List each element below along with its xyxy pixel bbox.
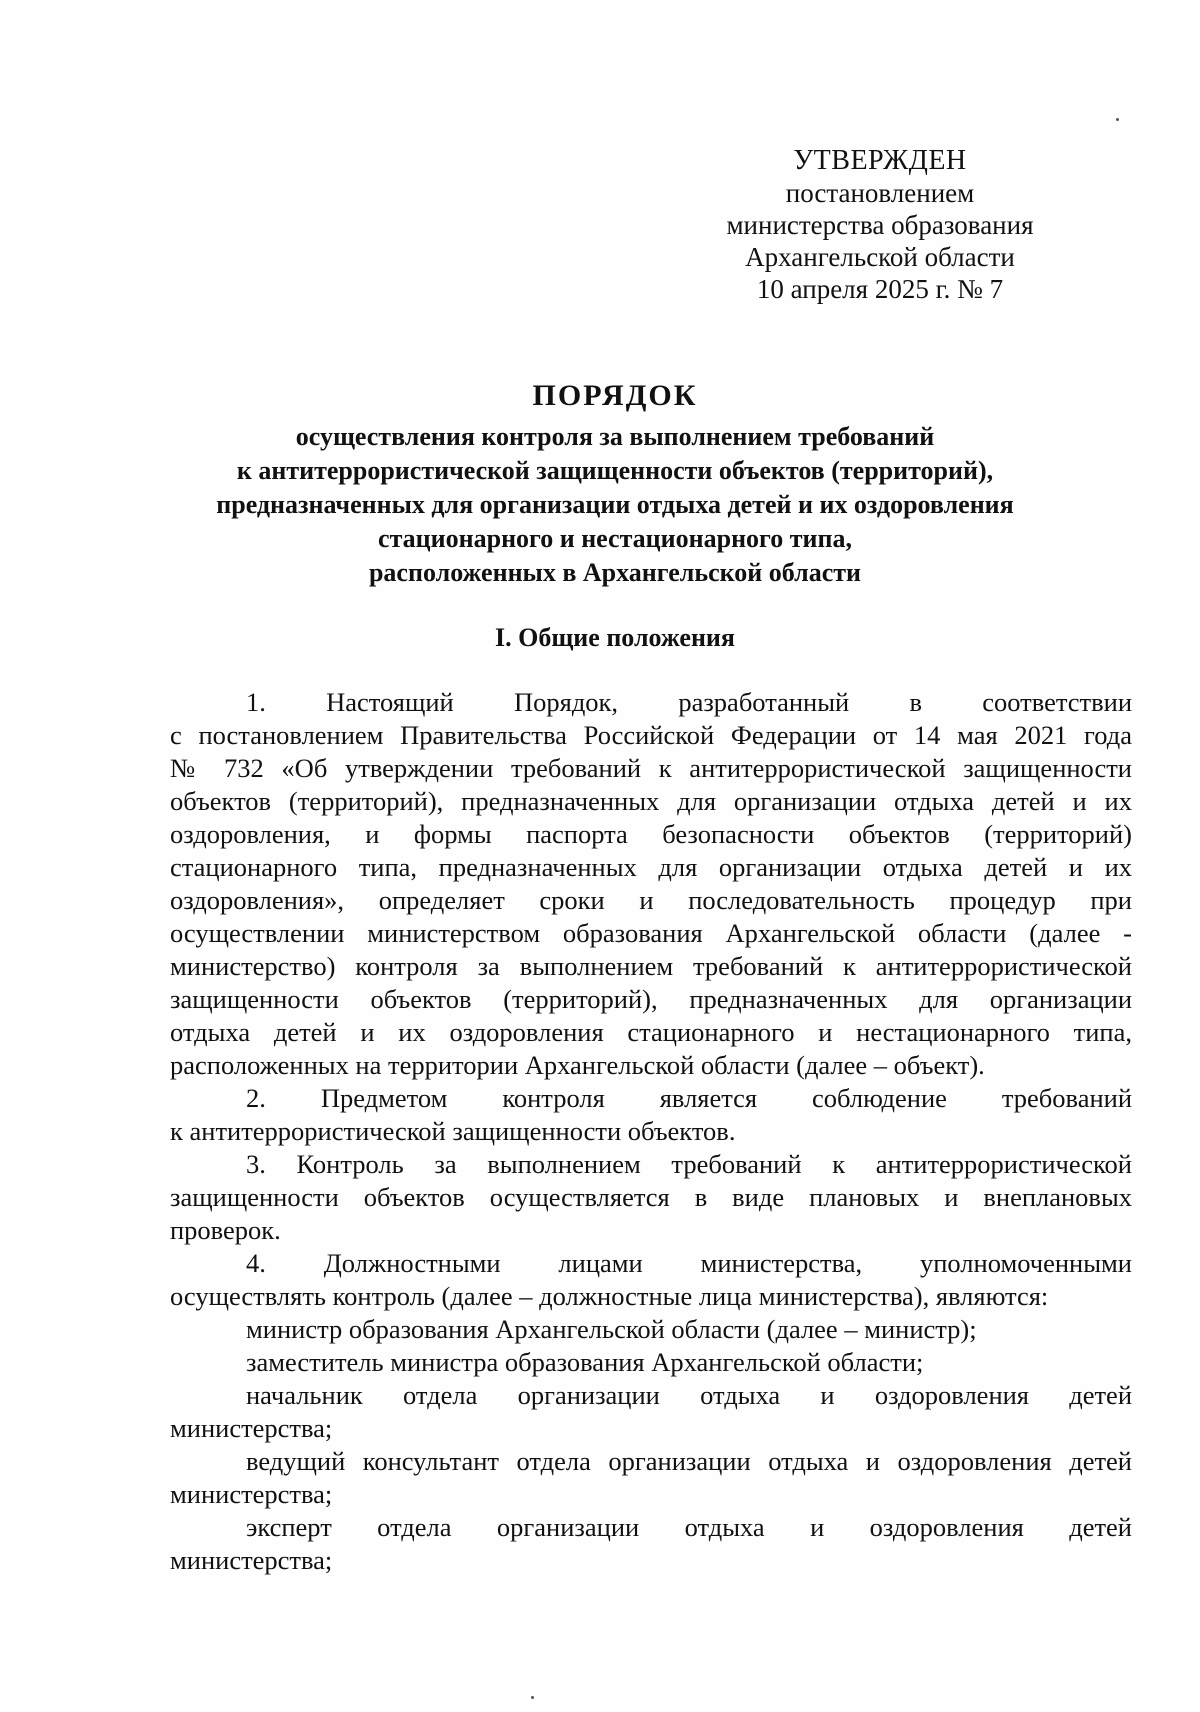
officials-list bbox=[170, 1313, 1132, 1577]
text-line: осуществлять контроль (далее – должностные лица министерства), являются: bbox=[170, 1281, 1049, 1311]
text-line: министерство) контроля за выполнением требований к антитеррористической bbox=[170, 951, 1132, 981]
text-line: 4. Должностными лицами министерства, уполномоченными bbox=[246, 1248, 1132, 1278]
approval-date-number: 10 апреля 2025 г. № 7 bbox=[756, 274, 1004, 304]
approval-heading: УТВЕРЖДЕН bbox=[793, 145, 967, 176]
official-item-continuation: министерства; bbox=[170, 1545, 333, 1575]
text-line: 2. Предметом контроля является соблюдение требований bbox=[246, 1083, 1132, 1113]
text-line: стационарного типа, предназначенных для организации отдыха детей и их bbox=[170, 852, 1132, 882]
text-line: отдыха детей и их оздоровления стационарного и нестационарного типа, bbox=[170, 1017, 1132, 1047]
text-line: к антитеррористической защищенности объектов. bbox=[170, 1116, 736, 1146]
text-line: объектов (территорий), предназначенных для организации отдыха детей и их bbox=[170, 786, 1132, 816]
text-line: защищенности объектов осуществляется в виде плановых и внеплановых bbox=[170, 1182, 1132, 1212]
text-line: 3. Контроль за выполнением требований к антитеррористической bbox=[246, 1149, 1132, 1179]
text-line: проверок. bbox=[170, 1215, 281, 1245]
paragraph-1 bbox=[170, 686, 1132, 1082]
section-heading: I. Общие положения bbox=[495, 623, 735, 652]
paragraph-2 bbox=[170, 1082, 1132, 1148]
official-item: начальник отдела организации отдыха и оздоровления детей bbox=[246, 1380, 1132, 1410]
document-title: ПОРЯДОК bbox=[532, 379, 698, 412]
document-subtitle-line: к антитеррористической защищенности объектов (территорий), bbox=[236, 456, 994, 485]
scan-speck bbox=[1116, 118, 1119, 121]
approval-line: Архангельской области bbox=[745, 242, 1015, 272]
official-item: ведущий консультант отдела организации отдыха и оздоровления детей bbox=[246, 1446, 1132, 1476]
paragraph-3 bbox=[170, 1148, 1132, 1247]
text-line: оздоровления», определяет сроки и последовательность процедур при bbox=[170, 885, 1132, 915]
document-subtitle-line: предназначенных для организации отдыха детей и их оздоровления bbox=[216, 490, 1014, 519]
official-item: эксперт отдела организации отдыха и оздоровления детей bbox=[246, 1512, 1132, 1542]
document-subtitle-line: осуществления контроля за выполнением требований bbox=[295, 422, 935, 451]
approval-line: министерства образования bbox=[726, 210, 1034, 240]
text-line: защищенности объектов (территорий), предназначенных для организации bbox=[170, 984, 1132, 1014]
document-subtitle-line: расположенных в Архангельской области bbox=[368, 558, 862, 587]
official-item: министр образования Архангельской области (далее – министр); bbox=[246, 1314, 977, 1344]
official-item: заместитель министра образования Архангельской области; bbox=[246, 1347, 924, 1377]
document-title-block bbox=[170, 378, 1060, 590]
text-line: № 732 «Об утверждении требований к антитеррористической защищенности bbox=[170, 753, 1132, 783]
text-line: расположенных на территории Архангельской области (далее – объект). bbox=[170, 1050, 985, 1080]
document-subtitle-line: стационарного и нестационарного типа, bbox=[378, 524, 852, 553]
document-body bbox=[170, 686, 1132, 1577]
text-line: оздоровления, и формы паспорта безопасности объектов (территорий) bbox=[170, 819, 1132, 849]
text-line: 1. Настоящий Порядок, разработанный в соответствии bbox=[246, 687, 1132, 717]
approval-stamp-block bbox=[680, 145, 1080, 305]
official-item-continuation: министерства; bbox=[170, 1413, 333, 1443]
paragraph-4 bbox=[170, 1247, 1132, 1313]
official-item-continuation: министерства; bbox=[170, 1479, 333, 1509]
text-line: осуществлении министерством образования Архангельской области (далее - bbox=[170, 918, 1132, 948]
text-line: с постановлением Правительства Российской Федерации от 14 мая 2021 года bbox=[170, 720, 1132, 750]
approval-line: постановлением bbox=[785, 178, 975, 208]
scan-speck bbox=[531, 1696, 534, 1699]
